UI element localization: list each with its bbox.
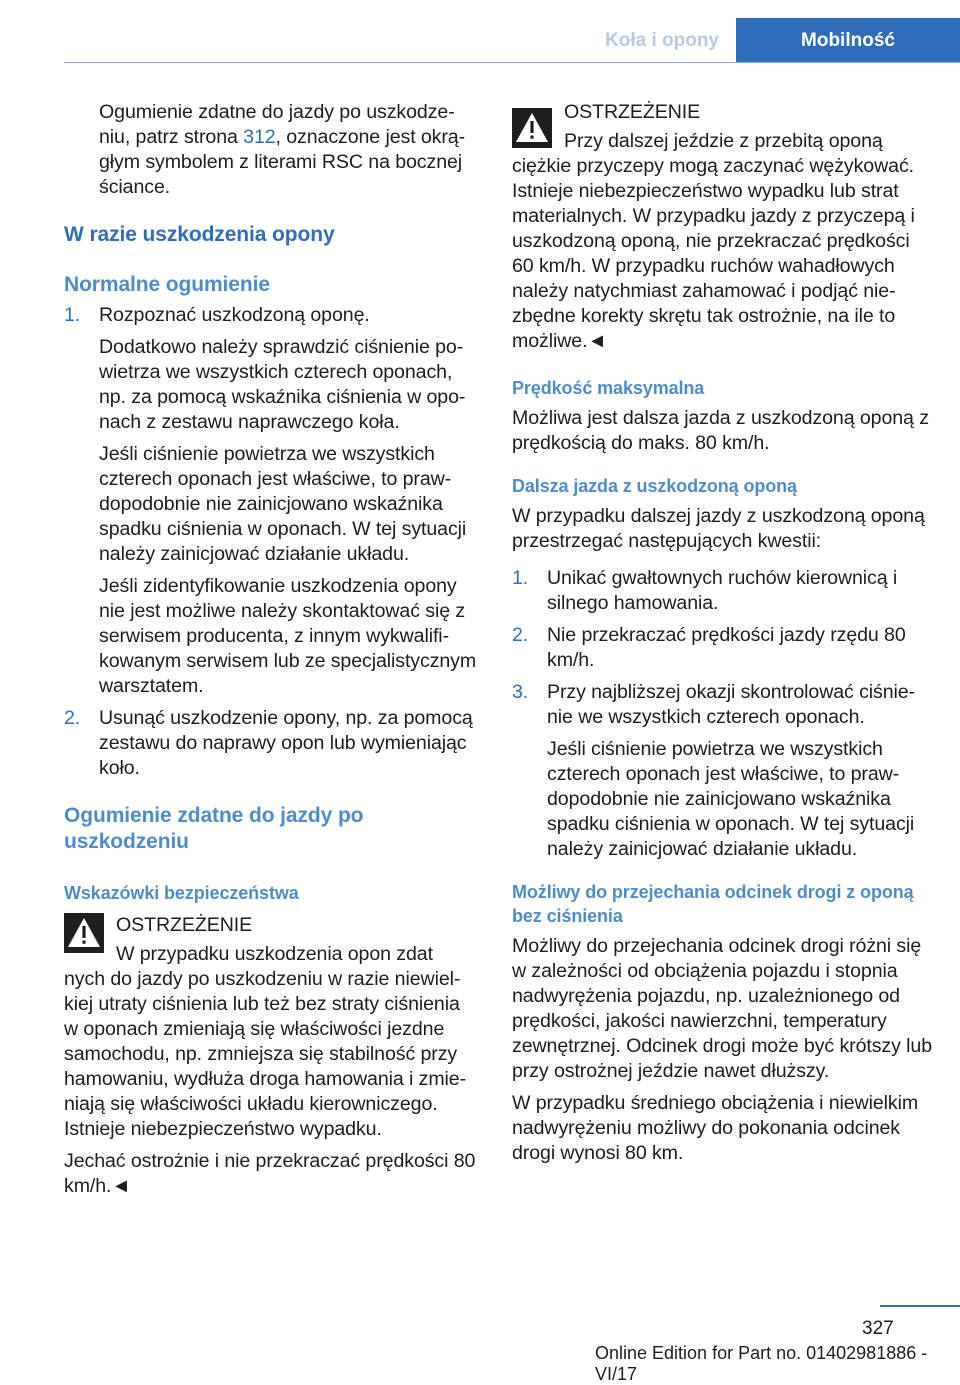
intro-text-a: Ogumienie zdatne do jazdy po uszkodzeniu, patrz strona <box>99 101 455 148</box>
list-item <box>512 623 932 673</box>
step-text: Usunąć uszkodzenie opony, np. za pomocą zestawu do naprawy opon lub wymieniając koło. <box>99 707 473 779</box>
heading-normal-tires: Normalne ogumienie <box>64 273 270 296</box>
warning-box-right <box>512 100 932 354</box>
step-text: Dodatkowo należy sprawdzić ciśnienie powietrza we wszystkich czterech oponach, np. za pomocą wskaźnika ciśnienia w oponach z zestawu naprawczego koła. <box>99 336 466 433</box>
heading-max-speed: Prędkość maksymalna <box>512 378 705 398</box>
warning-text-first-line: Przy dalszej jeździe z przebitą oponą <box>564 130 883 152</box>
list-item <box>512 566 932 616</box>
further-driving-text: W przypadku dalszej jazdy z uszkodzoną oponą przestrzegać następujących kwestii: <box>512 505 925 552</box>
heading-runflat-tires: Ogumienie zdatne do jazdy po uszkodzeniu <box>64 804 364 853</box>
warning-title: OSTRZEŻENIE <box>564 101 701 123</box>
step-text: Przy najbliższej okazji skontrolować ciśnienie we wszystkich czterech oponach. <box>547 681 916 728</box>
max-speed-text: Możliwa jest dalsza jazda z uszkodzoną oponą z prędkością do maks. 80 km/h. <box>512 407 929 454</box>
footer-rule <box>880 1305 960 1307</box>
heading-tire-damage: W razie uszkodzenia opony <box>64 223 335 246</box>
step-text: Jeśli ciśnienie powietrza we wszystkich czterech oponach jest właściwe, to prawdopodobnie nie zainicjowano wskaźnika spadku ciśnienia w oponach. W tej sytuacji należy zainicjować działanie układu. <box>547 738 915 860</box>
list-item <box>64 303 477 699</box>
distance-text: Możliwy do przejechania odcinek drogi różni się w zależności od obciążenia pojazdu i stopnia nadwyrężenia pojazdu, np. uzależnionego od prędkości, jakości nawierzchni, temperatury zewnętrznej. Odcinek drogi może być krótszy lub przy ostrożnej jeździe nawet dłuższy. <box>512 935 933 1082</box>
normal-tires-steps <box>64 303 477 781</box>
list-item <box>512 680 932 862</box>
intro-text-b: , oznaczone jest okrągłym symbolem z literami RSC na bocznej ściance. <box>99 126 466 198</box>
step-number: 1. <box>64 304 81 326</box>
step-text: Rozpoznać uszkodzoną oponę. <box>99 304 370 326</box>
heading-runflat-distance: Możliwy do przejechania odcinek drogi z oponą bez ciśnienia <box>512 882 914 926</box>
step-number: 1. <box>512 567 529 589</box>
step-text: Jeśli zidentyfikowanie uszkodzenia opony nie jest możliwe należy skontaktować się z serwisem producenta, z innym wykwalifikowanym serwisem lub ze specjalistycznym warsztatem. <box>99 575 477 697</box>
distance-text-2: W przypadku średniego obciążenia i niewielkim nadwyrężeniu możliwy do pokonania odcinek drogi wynosi 80 km. <box>512 1092 919 1164</box>
step-text: Jeśli ciśnienie powietrza we wszystkich czterech oponach jest właściwe, to prawdopodobnie nie zainicjowano wskaźnika spadku ciśnienia w oponach. W tej sytuacji należy zainicjować działanie układu. <box>99 443 467 565</box>
footer-edition-note: Online Edition for Part no. 01402981886 - VI/17 <box>595 1343 928 1384</box>
warning-text-extra: Jechać ostrożnie i nie przekraczać prędkości 80 km/h.◄ <box>64 1150 476 1197</box>
header-chapter-tab: Mobilność <box>736 18 960 62</box>
page-number: 327 <box>862 1318 894 1339</box>
step-text: Unikać gwałtownych ruchów kierownicą i silnego hamowania. <box>547 567 898 614</box>
right-column <box>512 100 932 1173</box>
left-column <box>64 100 477 1206</box>
warning-text: nych do jazdy po uszkodzeniu w razie niewielkiej utraty ciśnienia lub też bez straty ciśnienia w oponach zmieniają się właściwości jezdne samochodu, np. zmniejsza się stabilność przy hamowaniu, wydłuża droga hamowania i zmieniają się właściwości układu kierowniczego. Istnieje niebezpieczeństwo wypadku. <box>64 968 467 1140</box>
page-link-312[interactable]: 312 <box>243 126 276 148</box>
list-item <box>64 706 477 781</box>
header-section-tab: Koła i opony <box>588 18 736 62</box>
heading-further-driving: Dalsza jazda z uszkodzoną oponą <box>512 476 797 496</box>
header-rule <box>64 62 960 63</box>
step-text: Nie przekraczać prędkości jazdy rzędu 80 km/h. <box>547 624 906 671</box>
warning-triangle-icon <box>512 108 552 148</box>
step-number: 2. <box>512 624 529 646</box>
warning-title: OSTRZEŻENIE <box>116 914 253 936</box>
intro-paragraph <box>64 100 477 200</box>
further-driving-steps <box>512 566 932 862</box>
warning-triangle-icon <box>64 913 104 953</box>
step-number: 2. <box>64 707 81 729</box>
warning-text: ciężkie przyczepy mogą zaczynać wężykować. Istnieje niebezpieczeństwo wypadku lub strat materialnych. W przypadku jazdy z przyczepą i uszkodzoną oponą, nie przekraczać prędkości 60 km/h. W przypadku ruchów wahadłowych należy natychmiast zahamować i podjąć niezbędne korekty skrętu tak ostrożnie, na ile to możliwe.◄ <box>512 155 915 352</box>
warning-text-first-line: W przypadku uszkodzenia opon zdat <box>116 943 433 965</box>
step-number: 3. <box>512 681 529 703</box>
heading-safety-notes: Wskazówki bezpieczeństwa <box>64 883 299 903</box>
warning-box-left <box>64 913 477 1199</box>
